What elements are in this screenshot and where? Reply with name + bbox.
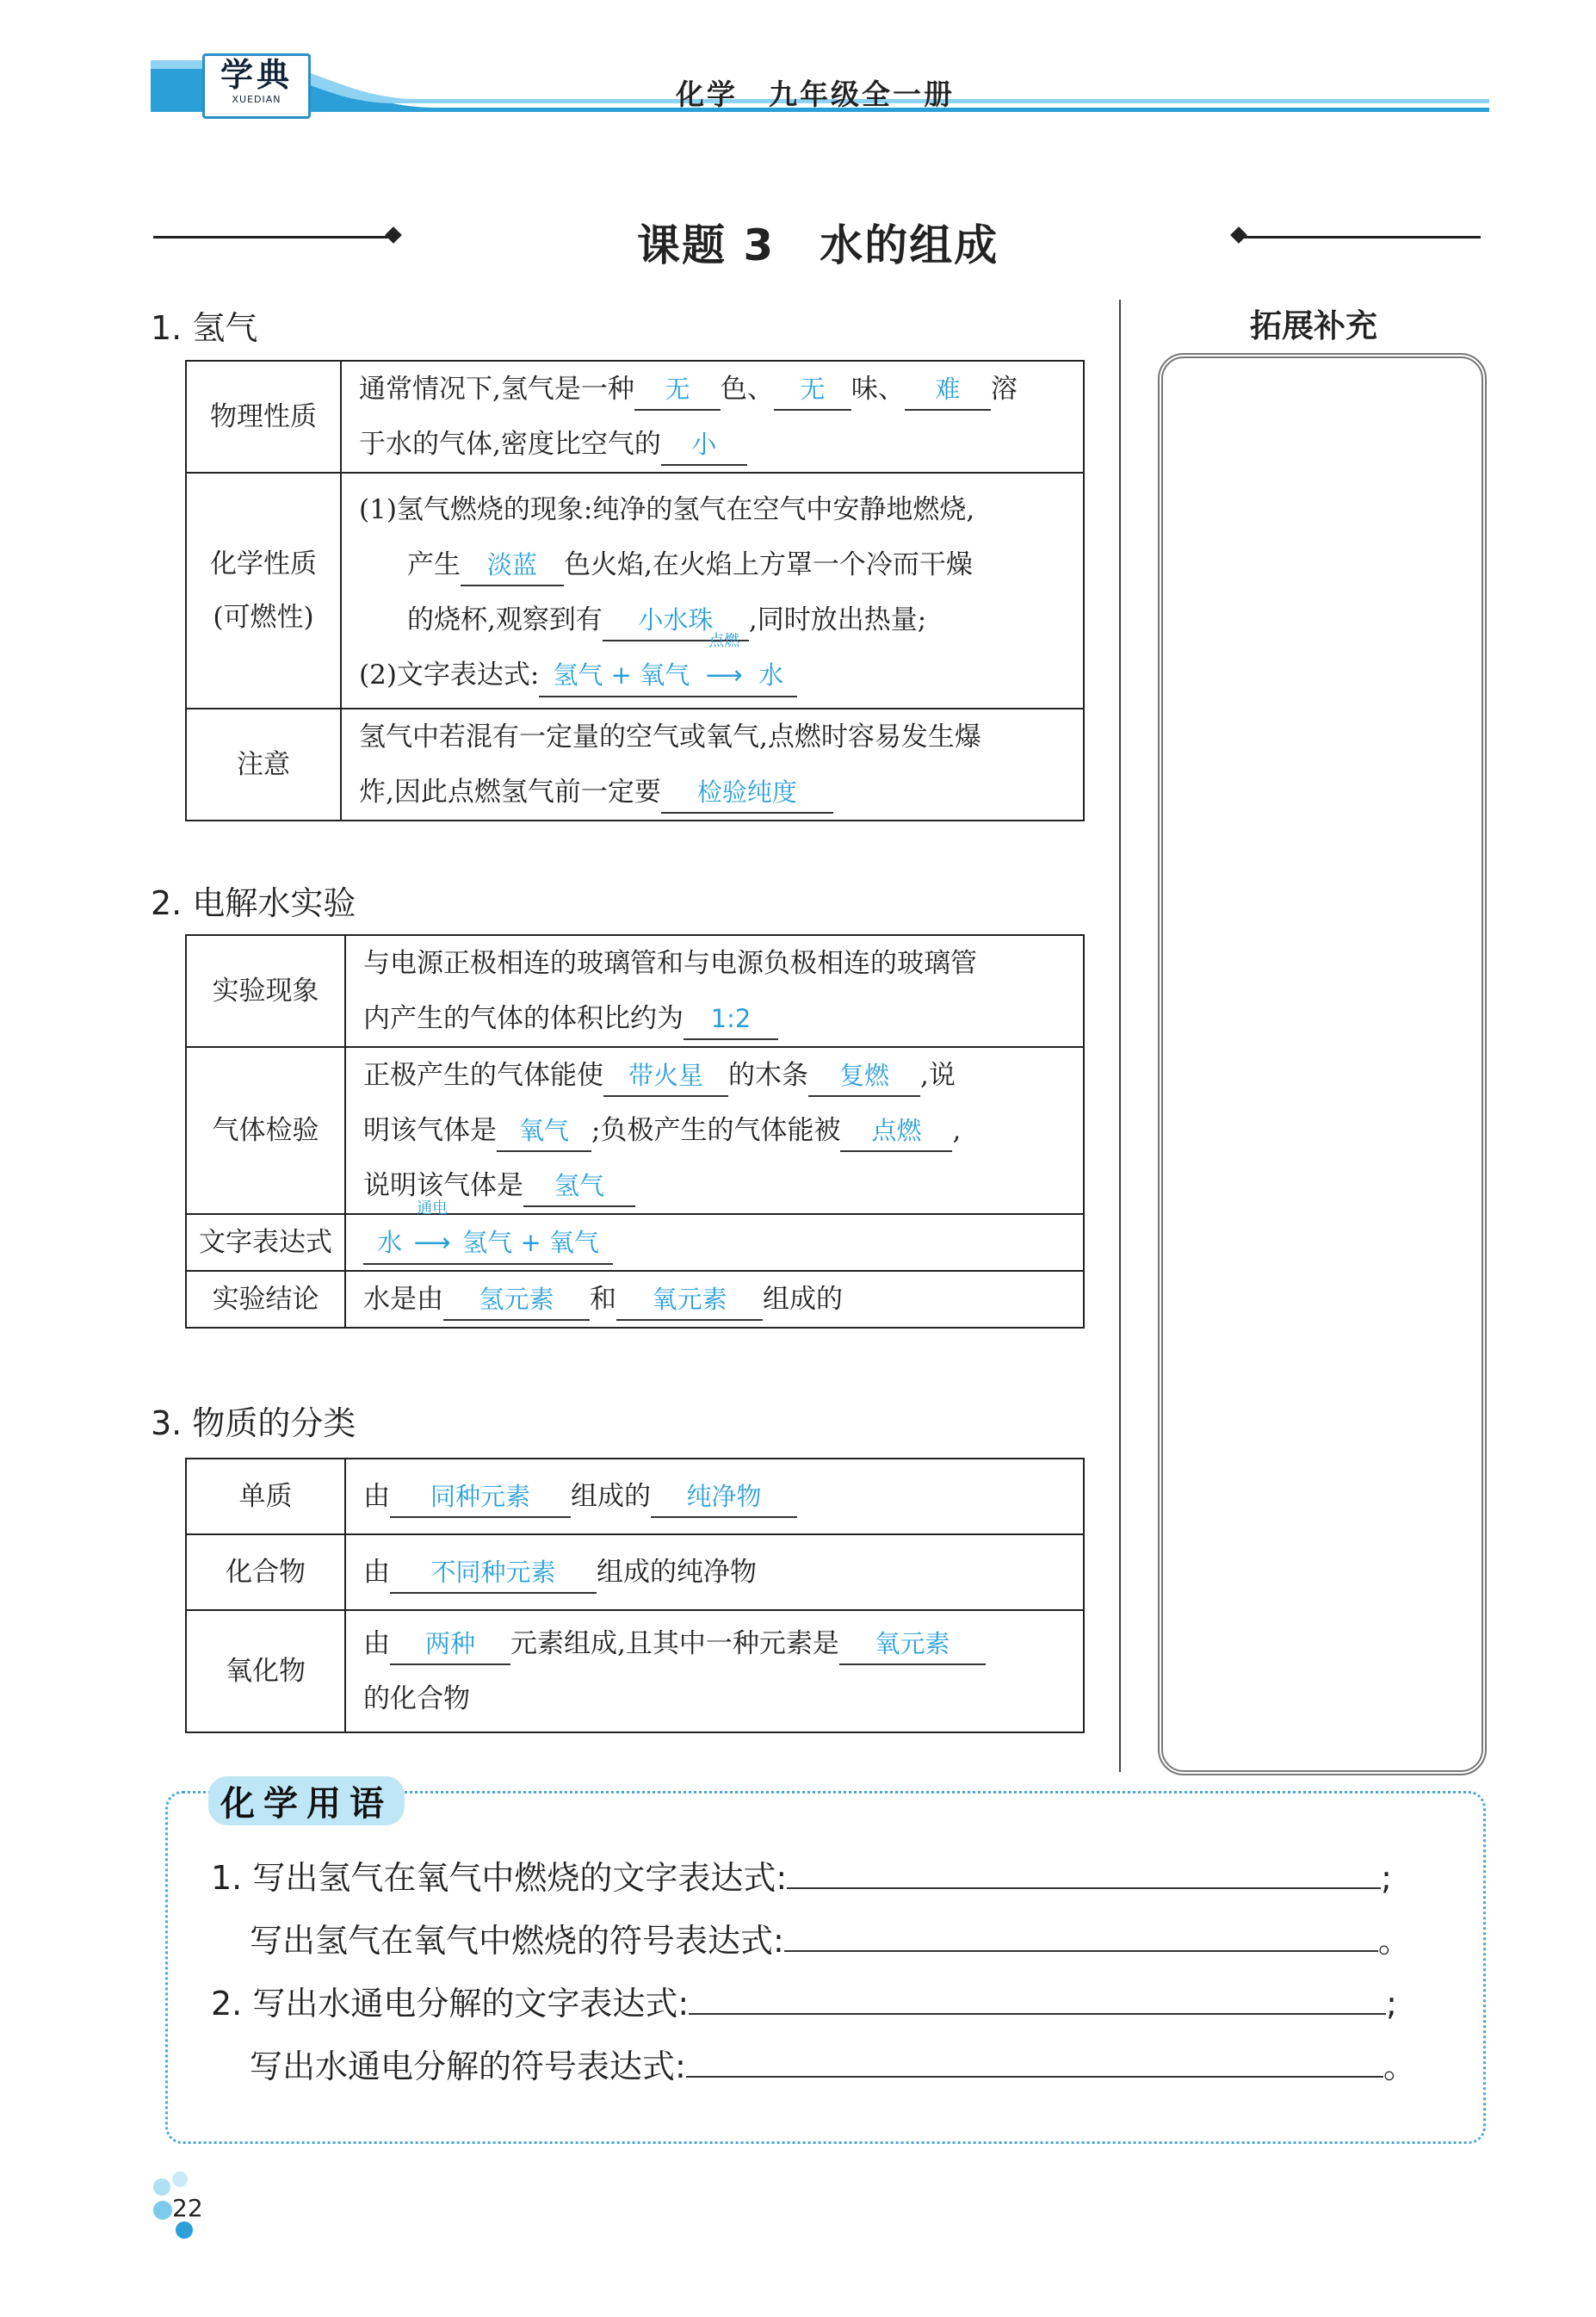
text: 由 (363, 1557, 390, 1588)
text: 的烧杯,观察到有 (407, 604, 603, 635)
physical-properties (341, 361, 1084, 473)
text: 内产生的气体的体积比约为 (363, 1003, 684, 1034)
answer-blank: 氧气 (497, 1111, 591, 1152)
answer-line[interactable] (689, 1987, 1386, 2015)
answer-blank: 点燃 (840, 1111, 952, 1152)
notes-frame (1158, 353, 1487, 1775)
answer-blank: 不同种元素 (390, 1552, 597, 1594)
text: ,同时放出热量; (748, 604, 927, 635)
row-head-physical: 物理性质 (186, 361, 341, 473)
page-title: 课题 3 水的组成 (637, 220, 999, 270)
answer-blank: 同种元素 (390, 1477, 571, 1518)
answer-blank: 难 (905, 369, 991, 411)
text: (1)氢气燃烧的现象:纯净的氢气在空气中安静地燃烧, (359, 494, 975, 525)
text: 色火焰,在火焰上方罩一个冷而干燥 (564, 549, 973, 580)
note-content (341, 709, 1084, 821)
answer-blank: 1:2 (684, 999, 778, 1040)
section-heading-electrolysis: 2. 电解水实验 (151, 884, 356, 922)
xuedian-logo (202, 53, 311, 119)
row-head-element: 单质 (186, 1459, 345, 1534)
chemical-properties (341, 473, 1084, 709)
decor-dot (153, 2178, 170, 2196)
title-rule-left (153, 236, 394, 239)
section-heading-hydrogen: 1. 氢气 (151, 309, 258, 347)
text: 通常情况下,氢气是一种 (359, 374, 634, 405)
table-row (186, 1610, 1084, 1732)
text: (可燃性) (213, 602, 314, 633)
gas-test-content (345, 1047, 1084, 1214)
hydrogen-table (185, 360, 1085, 821)
question-2a (211, 1977, 1397, 2024)
text: 于水的气体,密度比空气的 (359, 429, 661, 460)
text: 。 (1383, 2048, 1416, 2085)
text: 。 (1377, 1922, 1411, 1960)
row-head-compound: 化合物 (186, 1534, 345, 1610)
text: 水是由 (363, 1284, 443, 1315)
electrolysis-table (185, 934, 1085, 1329)
decor-dot (176, 2221, 193, 2239)
text: 水 (758, 660, 784, 690)
answer-blank: 小水珠 (603, 600, 749, 641)
table-row (186, 1534, 1084, 1610)
row-head-conclusion: 实验结论 (186, 1271, 345, 1328)
page-number: 22 (172, 2194, 203, 2222)
answer-blank: 复燃 (808, 1056, 920, 1097)
table-row (186, 709, 1084, 821)
title-rule-right (1240, 236, 1481, 239)
equation-blank (539, 632, 797, 697)
text: 写出氢气在氧气中燃烧的符号表达式: (250, 1922, 784, 1960)
compound-content (345, 1534, 1084, 1610)
text: 产生 (407, 549, 461, 580)
answer-blank: 氢气 (523, 1166, 635, 1207)
logo-text: 学典 (220, 55, 293, 94)
condition-label: 通电 (417, 1199, 448, 1217)
text: 与电源正极相连的玻璃管和与电源负极相连的玻璃管 (363, 948, 977, 979)
text: ;负极产生的气体能被 (591, 1115, 841, 1146)
text: 正极产生的气体能使 (363, 1060, 603, 1091)
question-2b (250, 2040, 1416, 2087)
question-1a (211, 1851, 1392, 1899)
text: 溶 (990, 374, 1018, 405)
phenomenon-content (345, 935, 1084, 1047)
text: 氢气 + 氧气 (553, 660, 690, 690)
arrow-icon: ⟶ (705, 660, 743, 691)
text: , (952, 1115, 962, 1146)
table-row (186, 1214, 1084, 1271)
title-diamond-right (1230, 226, 1247, 244)
arrow-icon: ⟶ (413, 1228, 451, 1258)
answer-blank: 氢元素 (443, 1279, 590, 1321)
text: 2. 写出水通电分解的文字表达式: (211, 1985, 690, 2023)
text: 明该气体是 (363, 1115, 497, 1146)
table-row (186, 935, 1084, 1047)
text: 炸,因此点燃氢气前一定要 (359, 777, 661, 808)
row-head-equation: 文字表达式 (186, 1214, 345, 1271)
answer-blank: 检验纯度 (661, 772, 833, 814)
table-row (186, 473, 1084, 709)
answer-blank: 纯净物 (651, 1477, 797, 1518)
table-row (186, 1459, 1084, 1534)
text: 色、 (720, 374, 774, 405)
header-title: 化学 九年级全一册 (676, 77, 955, 111)
answer-blank: 氧元素 (616, 1279, 763, 1321)
text: 的化合物 (363, 1683, 470, 1714)
answer-blank: 无 (634, 369, 721, 411)
answer-line[interactable] (784, 1924, 1378, 1952)
oxide-content (345, 1610, 1084, 1732)
equation-content (345, 1199, 1084, 1271)
answer-blank: 无 (774, 369, 851, 411)
text: ; (1381, 1859, 1392, 1897)
text: 写出水通电分解的符号表达式: (250, 2048, 686, 2085)
text: 由 (363, 1481, 390, 1512)
text: 说明该气体是 (363, 1170, 523, 1201)
text: 的木条 (728, 1060, 808, 1091)
row-head-chemical (186, 473, 341, 709)
answer-blank: 氧元素 (839, 1624, 986, 1665)
text: 1. 写出氢气在氧气中燃烧的文字表达式: (211, 1859, 788, 1897)
side-title: 拓展补充 (1250, 307, 1377, 344)
answer-line[interactable] (787, 1862, 1381, 1889)
text: ,说 (920, 1060, 956, 1091)
text: 和 (590, 1284, 616, 1315)
row-head-phenomenon: 实验现象 (186, 935, 345, 1047)
text: 由 (363, 1628, 390, 1659)
row-head-note: 注意 (186, 709, 341, 821)
text: 组成的 (571, 1481, 651, 1512)
table-row (186, 1271, 1084, 1328)
conclusion-content (345, 1271, 1084, 1328)
column-divider (1119, 300, 1121, 1772)
text: 氢气中若混有一定量的空气或氧气,点燃时容易发生爆 (359, 722, 981, 753)
element-content (345, 1459, 1084, 1534)
text: 组成的纯净物 (597, 1557, 757, 1588)
table-row (186, 1047, 1084, 1214)
text: 味、 (851, 374, 905, 405)
logo-subtext: XUEDIAN (232, 94, 281, 105)
answer-blank: 两种 (390, 1624, 510, 1665)
title-diamond-left (385, 226, 402, 244)
equation-blank (363, 1199, 613, 1265)
answer-blank: 带火星 (603, 1056, 728, 1097)
text: 元素组成,且其中一种元素是 (510, 1628, 839, 1659)
condition-label: 点燃 (708, 632, 740, 650)
row-head-oxide: 氧化物 (186, 1610, 345, 1732)
text: 水 (377, 1228, 403, 1257)
text: 化学性质 (210, 548, 317, 579)
text: 氢气 + 氧气 (462, 1228, 599, 1257)
decor-dot (172, 2171, 188, 2187)
row-head-gas-test: 气体检验 (186, 1047, 345, 1214)
classification-table (185, 1458, 1085, 1733)
answer-blank: 小 (661, 424, 747, 466)
chem-terms-tag: 化学用语 (208, 1776, 405, 1825)
answer-blank: 淡蓝 (461, 545, 564, 586)
text: ; (1386, 1985, 1397, 2023)
question-1b (250, 1914, 1411, 1961)
chem-terms-box (165, 1791, 1486, 2144)
section-heading-classification: 3. 物质的分类 (151, 1404, 356, 1442)
text: 组成的 (763, 1284, 843, 1315)
answer-line[interactable] (686, 2050, 1383, 2078)
table-row (186, 361, 1084, 473)
text: (2)文字表达式: (359, 660, 540, 691)
decor-dot (153, 2201, 172, 2220)
